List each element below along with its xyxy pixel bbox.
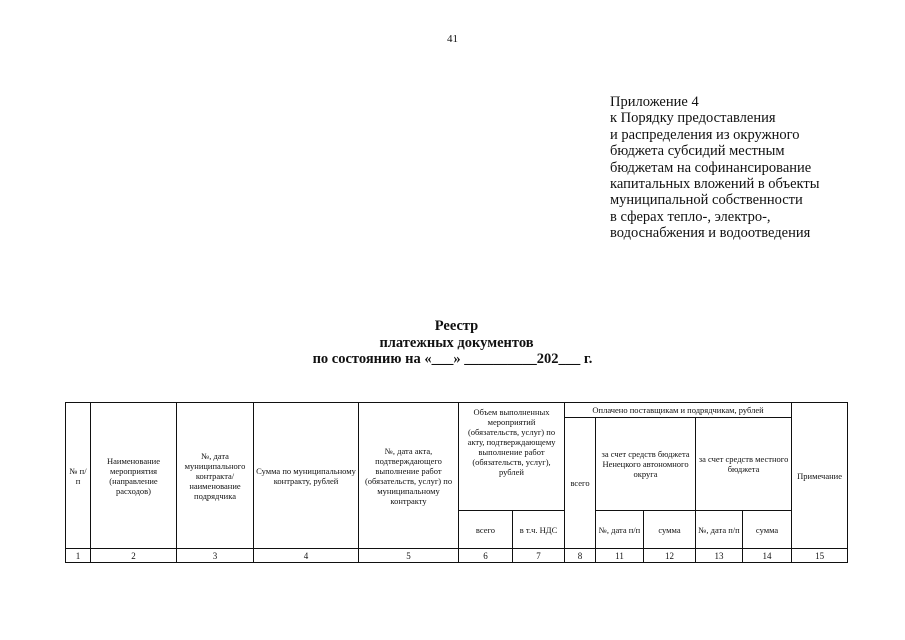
column-number: 6: [459, 549, 513, 563]
column-number: 8: [565, 549, 596, 563]
payment-documents-table: [65, 402, 848, 563]
column-number: 13: [696, 549, 743, 563]
header-completed-volume: Объем выполненных мероприятий (обязательств, услуг) по акту, подтверждающему выполнение работ (обязательств, услуг), рублей: [459, 403, 565, 511]
header-activity-name: Наименование мероприятия (направление расходов): [91, 403, 177, 549]
header-local-sum: сумма: [743, 511, 792, 549]
appendix-reference: [610, 94, 900, 242]
title-registry: Реестр: [434, 318, 479, 334]
appendix-line: к Порядку предоставления: [610, 110, 776, 127]
header-district-sum: сумма: [644, 511, 696, 549]
column-number: 15: [792, 549, 848, 563]
column-number: 3: [177, 549, 254, 563]
header-volume-total: всего: [459, 511, 513, 549]
column-number: 11: [596, 549, 644, 563]
column-number: 7: [513, 549, 565, 563]
header-contract-sum: Сумма по муниципальному контракту, рублей: [254, 403, 359, 549]
column-number: 4: [254, 549, 359, 563]
appendix-line: и распределения из окружного: [610, 126, 800, 143]
header-contract: №, дата муниципального контракта/ наименование подрядчика: [177, 403, 254, 549]
header-district-doc: №, дата п/п: [596, 511, 644, 549]
page-number: 41: [447, 33, 458, 45]
appendix-line: Приложение 4: [610, 94, 699, 110]
header-paid: Оплачено поставщикам и подрядчикам, рублей: [565, 403, 792, 418]
header-paid-total: всего: [565, 418, 596, 549]
appendix-line: бюджетам на софинансирование: [610, 159, 812, 176]
document-title: [0, 318, 905, 368]
title-payment-documents: платежных документов: [379, 334, 534, 351]
column-number: 2: [91, 549, 177, 563]
title-as-of-date: по состоянию на «___» __________202___ г.: [312, 351, 593, 367]
column-number: 5: [359, 549, 459, 563]
column-number: 1: [66, 549, 91, 563]
appendix-line: бюджета субсидий местным: [610, 143, 785, 160]
header-note: Примечание: [792, 403, 848, 549]
appendix-line: в сферах тепло-, электро-,: [610, 208, 771, 225]
header-act: №, дата акта, подтверждающего выполнение работ (обязательств, услуг) по муниципальному контракту: [359, 403, 459, 549]
column-number: 14: [743, 549, 792, 563]
header-volume-vat: в т.ч. НДС: [513, 511, 565, 549]
header-local-doc: №, дата п/п: [696, 511, 743, 549]
header-district-budget: за счет средств бюджета Ненецкого автономного округа: [596, 418, 696, 511]
appendix-line: водоснабжения и водоотведения: [610, 225, 811, 242]
header-row-number: № п/п: [66, 403, 91, 549]
appendix-line: капитальных вложений в объекты: [610, 176, 820, 193]
appendix-line: муниципальной собственности: [610, 192, 803, 209]
header-local-budget: за счет средств местного бюджета: [696, 418, 792, 511]
column-number: 12: [644, 549, 696, 563]
